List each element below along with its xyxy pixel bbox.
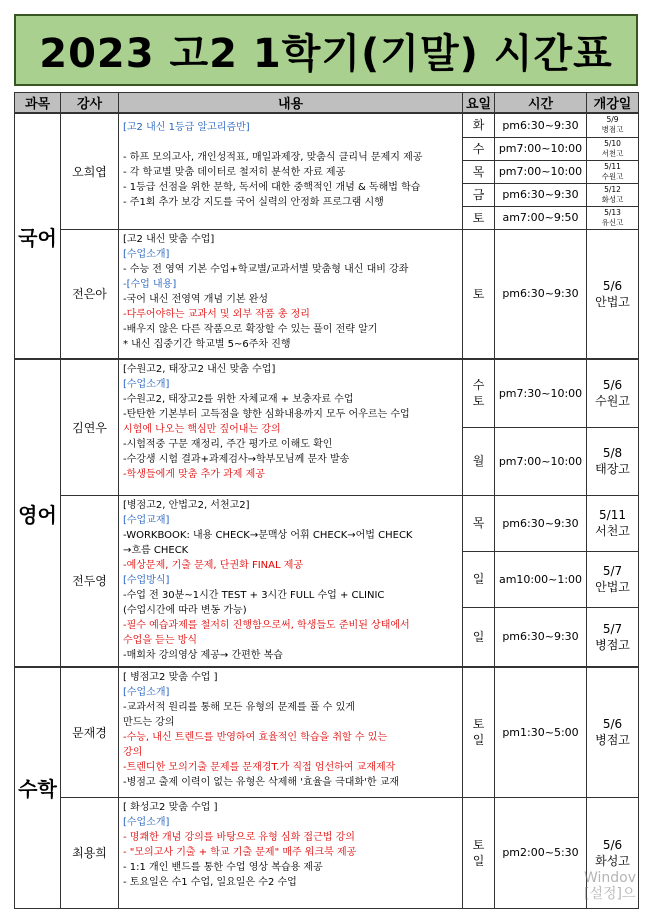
time-cell: am7:00~9:50 [495,206,587,229]
time-cell: pm2:00~5:30 [495,797,587,908]
content-line: [수업소개] [123,687,170,698]
content-line: [병점고2, 안법고2, 서천고2] [123,499,250,511]
school-name: 서천고 [601,148,624,158]
watermark-line: [설정]으 [584,886,636,902]
content-lines [123,670,458,790]
content-line: [ 병점고2 맞춤 수업 ] [123,672,218,683]
header-day: 요일 [463,93,495,114]
header-row [15,93,639,114]
time-cell: pm6:30~9:30 [495,229,587,359]
school-name: 태장고 [595,462,630,476]
school-name: 병점고 [595,733,630,748]
teacher-kim: 김연우 [61,359,119,495]
start-date-cell [587,113,639,137]
content-oh [119,113,463,229]
table-row [15,359,639,427]
time-cell: pm6:30~9:30 [495,113,587,137]
day-cell: 토 [463,229,495,359]
content-line: -수능, 내신 트렌드를 반영하여 효율적인 학습을 취할 수 있는 [123,732,388,743]
day-line: 일 [472,853,485,868]
subject-english: 영어 [15,359,61,667]
start-date-cell [587,427,639,495]
time-cell: pm6:30~9:30 [495,183,587,206]
start-date: 5/12 [604,184,621,194]
header-time: 시간 [495,93,587,114]
start-date-cell [587,667,639,797]
day-line: 토 [472,394,485,409]
day-cell: 일 [463,551,495,607]
school-name: 화성고 [595,853,630,868]
day-cell: 일 [463,607,495,667]
day-cell: 수 [463,137,495,160]
school-name: 수원고 [595,394,630,409]
content-lines [123,362,458,482]
school-name: 수원고 [601,171,624,181]
table-row [15,113,639,137]
day-line: 토 [472,837,485,852]
content-line: -탄탄한 기본부터 고득점을 향한 심화내용까지 모두 어우르는 수업 [123,409,410,420]
content-line: [고2 내신 맞춤 수업] [123,233,215,245]
content-lines [123,232,458,352]
content-line: - 하프 모의고사, 개인성적표, 매일과제장, 맞춤식 클리닉 문제지 제공 [123,152,423,163]
day-cell [463,359,495,427]
content-jeondw [119,495,463,667]
content-line: - 명쾌한 개념 강의를 바탕으로 유형 심화 접근법 강의 [123,831,355,843]
start-date: 5/6 [602,378,623,393]
content-line: -예상문제, 기출 문제, 단권화 FINAL 제공 [123,559,304,571]
day-cell: 금 [463,183,495,206]
day-line: 수 [472,378,485,393]
start-date: 5/6 [602,278,623,293]
content-line: -국어 내신 전영역 개념 기본 완성 [123,293,269,305]
start-date: 5/11 [604,161,621,171]
content-line: 수업을 듣는 방식 [123,634,197,646]
school-name: 안법고 [595,294,630,309]
timetable-title: 2023 고2 1학기(기말) 시간표 [14,14,638,86]
time-cell: pm1:30~5:00 [495,667,587,797]
content-line: -[수업 내용] [123,278,177,290]
start-date-cell [587,495,639,551]
start-date: 5/13 [604,207,621,217]
content-line: [수업소개] [123,816,170,828]
day-cell: 토 [463,206,495,229]
header-teacher: 강사 [61,93,119,114]
time-cell: pm7:30~10:00 [495,359,587,427]
start-date: 5/8 [602,446,623,460]
day-cell: 목 [463,160,495,183]
header-subject: 과목 [15,93,61,114]
timetable [14,92,639,909]
content-line: [수업소개] [123,379,170,390]
content-line: [ 화성고2 맞춤 수업 ] [123,801,218,813]
school-name: 유신고 [601,217,624,227]
time-cell: pm6:30~9:30 [495,607,587,667]
start-date: 5/9 [606,115,619,125]
content-line: [수업교재] [123,514,170,526]
time-cell: am10:00~1:00 [495,551,587,607]
watermark-line: Windov [584,870,637,886]
start-date: 5/11 [599,508,626,522]
content-line: -교과서적 원리를 통해 모든 유형의 문제를 풀 수 있게 [123,702,355,713]
start-date-cell [587,607,639,667]
content-jeon [119,229,463,359]
content-line: -다루어야하는 교과서 및 외부 작품 총 정리 [123,308,310,320]
content-line: - "모의고사 기출 + 학교 기출 문제" 매주 워크북 제공 [123,846,357,858]
content-line: (수업시간에 따라 변동 가능) [123,604,247,616]
teacher-choi: 최용희 [61,797,119,908]
table-row [15,667,639,797]
content-line: -수원고2, 태장고2를 위한 자체교재 + 보충자료 수업 [123,394,354,405]
day-cell: 화 [463,113,495,137]
content-line: [수업소개] [123,248,170,260]
teacher-jeon: 전은아 [61,229,119,359]
header-start-date: 개강일 [587,93,639,114]
start-date: 5/6 [602,717,623,732]
start-date-cell [587,160,639,183]
subject-math: 수학 [15,667,61,908]
subject-korean: 국어 [15,113,61,359]
content-line: 만드는 강의 [123,717,175,728]
start-date: 5/7 [602,621,623,636]
teacher-oh: 오희엽 [61,113,119,229]
day-line: 토 [472,717,485,732]
content-line: 시험에 나오는 핵심만 짚어내는 강의 [123,424,281,435]
header-content: 내용 [119,93,463,114]
content-line: - 토요일은 수1 수업, 일요일은 수2 수업 [123,876,297,888]
content-choi [119,797,463,908]
content-lines [123,120,458,210]
day-cell [463,667,495,797]
start-date-cell [587,183,639,206]
content-line: - 각 학교별 맞춤 데이터로 철저히 분석한 자료 제공 [123,167,346,178]
content-line: -수강생 시험 결과+과제검사→학부모님께 문자 발송 [123,454,350,465]
content-line: - 1:1 개인 밴드를 통한 수업 영상 복습용 제공 [123,861,323,873]
start-date-cell [587,229,639,359]
teacher-moon: 문재경 [61,667,119,797]
school-name: 병점고 [595,637,630,652]
content-line: [수원고2, 태장고2 내신 맞춤 수업] [123,364,276,375]
content-lines [123,800,458,890]
start-date: 5/7 [602,564,623,578]
time-cell: pm6:30~9:30 [495,495,587,551]
teacher-jeondw: 전두영 [61,495,119,667]
day-line: 일 [472,733,485,748]
day-cell: 목 [463,495,495,551]
content-line [123,135,458,150]
content-lines [123,498,458,663]
content-line: [고2 내신 1등급 알고리즘반] [123,122,250,133]
content-line: -매회차 강의영상 제공→ 간편한 복습 [123,649,283,661]
start-date: 5/6 [602,837,623,852]
time-cell: pm7:00~10:00 [495,160,587,183]
start-date-cell [587,359,639,427]
content-line: -학생들에게 맞춤 추가 과제 제공 [123,469,265,480]
table-row [15,495,639,551]
content-line: -시험적중 구문 재정리, 주간 평가로 이해도 확인 [123,439,333,450]
day-cell: 월 [463,427,495,495]
windows-activation-watermark [584,870,636,902]
start-date-cell [587,137,639,160]
content-line: -병점고 출제 이력이 없는 유형은 삭제해 '효율을 극대화'한 교재 [123,777,400,788]
school-name: 안법고 [595,580,630,594]
school-name: 서천고 [595,524,630,538]
time-cell: pm7:00~10:00 [495,137,587,160]
content-line: →흐름 CHECK [123,544,189,556]
start-date-cell [587,206,639,229]
content-kim [119,359,463,495]
content-line: -WORKBOOK: 내용 CHECK→문맥상 어휘 CHECK→어법 CHECK [123,529,413,541]
content-line: -트렌디한 모의기출 문제를 문재경T.가 직접 엄선하여 교재제작 [123,762,396,773]
content-line: -배우지 않은 다른 작품으로 확장할 수 있는 풀이 전략 알기 [123,323,378,335]
school-name: 병점고 [601,125,624,135]
table-row [15,797,639,908]
start-date: 5/10 [604,138,621,148]
content-line: 강의 [123,747,143,758]
content-line: - 1등급 선점을 위한 문학, 독서에 대한 중핵적인 개념 & 독해법 학습 [123,182,421,193]
content-line: [수업방식] [123,574,170,586]
content-line: - 주1회 추가 보강 지도를 국어 실력의 안정화 프로그램 시행 [123,197,384,208]
start-date-cell [587,551,639,607]
content-moon [119,667,463,797]
content-line: -수업 전 30분~1시간 TEST + 3시간 FULL 수업 + CLINIC [123,589,385,601]
day-cell [463,797,495,908]
time-cell: pm7:00~10:00 [495,427,587,495]
content-line: * 내신 집중기간 학교별 5~6주차 진행 [123,338,291,350]
school-name: 화성고 [601,194,624,204]
table-row [15,229,639,359]
content-line: - 수능 전 영역 기본 수업+학교별/교과서별 맞춤형 내신 대비 강좌 [123,263,409,275]
content-line: -필수 예습과제를 철저히 진행함으로써, 학생들도 준비된 상태에서 [123,619,410,631]
